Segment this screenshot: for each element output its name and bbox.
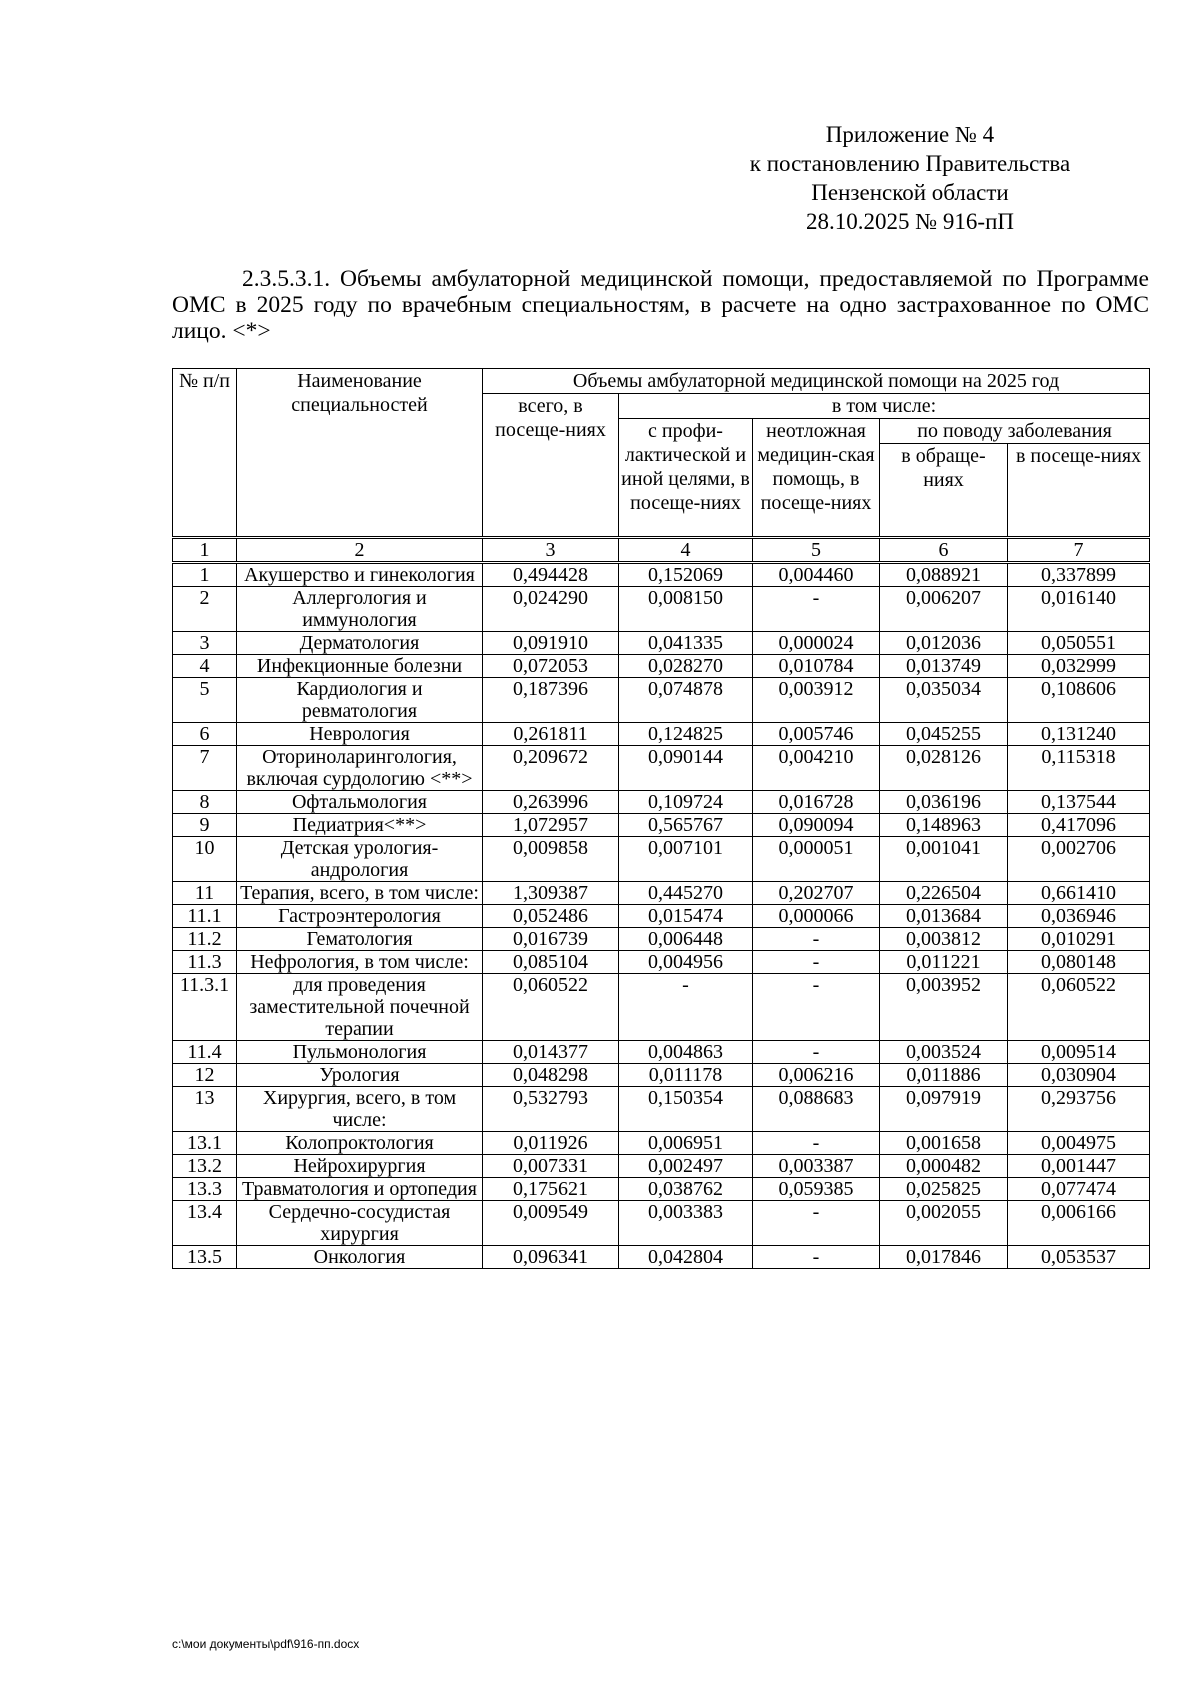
appendix-line: к постановлению Правительства — [749, 151, 1071, 176]
row-urgent: 0,090094 — [753, 814, 880, 837]
row-total: 0,007331 — [483, 1155, 619, 1178]
table-row — [173, 882, 1150, 905]
row-total: 0,009549 — [483, 1201, 619, 1246]
table-row — [173, 1178, 1150, 1201]
row-urgent: 0,202707 — [753, 882, 880, 905]
row-num: 10 — [173, 837, 237, 882]
row-name: Нейрохирургия — [237, 1155, 483, 1178]
row-appeals: 0,088921 — [880, 563, 1008, 587]
row-name: Пульмонология — [237, 1041, 483, 1064]
row-num: 2 — [173, 587, 237, 632]
row-prof: 0,008150 — [619, 587, 753, 632]
row-total: 0,072053 — [483, 655, 619, 678]
row-visits: 0,131240 — [1008, 723, 1150, 746]
row-total: 0,016739 — [483, 928, 619, 951]
header-volumes: Объемы амбулаторной медицинской помощи на 2025 год — [483, 369, 1150, 394]
table-header — [173, 369, 1150, 538]
row-visits: 0,080148 — [1008, 951, 1150, 974]
row-name: Гастроэнтерология — [237, 905, 483, 928]
row-total: 0,263996 — [483, 791, 619, 814]
row-name: Педиатрия<**> — [237, 814, 483, 837]
row-num: 13.2 — [173, 1155, 237, 1178]
row-name: Урология — [237, 1064, 483, 1087]
row-total: 0,209672 — [483, 746, 619, 791]
row-urgent: - — [753, 1246, 880, 1269]
row-visits: 0,030904 — [1008, 1064, 1150, 1087]
header-urgent: неотложная медицин-ская помощь, в посеще-ниях — [753, 419, 880, 538]
row-name: Гематология — [237, 928, 483, 951]
row-prof: 0,150354 — [619, 1087, 753, 1132]
row-visits: 0,002706 — [1008, 837, 1150, 882]
row-prof: 0,015474 — [619, 905, 753, 928]
row-name: Акушерство и гинекология — [237, 563, 483, 587]
row-urgent: - — [753, 1201, 880, 1246]
row-num: 12 — [173, 1064, 237, 1087]
table-body — [173, 538, 1150, 1269]
row-visits: 0,032999 — [1008, 655, 1150, 678]
row-appeals: 0,097919 — [880, 1087, 1008, 1132]
row-prof: - — [619, 974, 753, 1041]
row-visits: 0,337899 — [1008, 563, 1150, 587]
table-row — [173, 632, 1150, 655]
row-total: 0,187396 — [483, 678, 619, 723]
row-urgent: - — [753, 1041, 880, 1064]
table-row — [173, 1041, 1150, 1064]
row-num: 1 — [173, 563, 237, 587]
row-prof: 0,090144 — [619, 746, 753, 791]
row-prof: 0,041335 — [619, 632, 753, 655]
row-urgent: - — [753, 928, 880, 951]
intro-text: 2.3.5.3.1. Объемы амбулаторной медицинской помощи, предоставляемой по Программе ОМС в 2025 году по врачебным специальностям, в расчете на одно застрахованное по ОМС лицо. <*> — [172, 266, 1149, 344]
row-urgent: 0,059385 — [753, 1178, 880, 1201]
row-num: 7 — [173, 746, 237, 791]
row-prof: 0,124825 — [619, 723, 753, 746]
row-urgent: 0,006216 — [753, 1064, 880, 1087]
table-row — [173, 1155, 1150, 1178]
row-visits: 0,293756 — [1008, 1087, 1150, 1132]
row-prof: 0,007101 — [619, 837, 753, 882]
row-name: Инфекционные болезни — [237, 655, 483, 678]
row-prof: 0,038762 — [619, 1178, 753, 1201]
table-row — [173, 791, 1150, 814]
row-total: 0,060522 — [483, 974, 619, 1041]
appendix-line: Приложение № 4 — [825, 122, 995, 147]
row-appeals: 0,226504 — [880, 882, 1008, 905]
table-row — [173, 723, 1150, 746]
row-urgent: 0,005746 — [753, 723, 880, 746]
row-appeals: 0,001658 — [880, 1132, 1008, 1155]
row-appeals: 0,036196 — [880, 791, 1008, 814]
row-prof: 0,109724 — [619, 791, 753, 814]
row-urgent: - — [753, 1132, 880, 1155]
row-total: 0,175621 — [483, 1178, 619, 1201]
row-urgent: - — [753, 951, 880, 974]
appendix-line: Пензенской области — [811, 180, 1009, 205]
row-name: Кардиология и ревматология — [237, 678, 483, 723]
table-row — [173, 837, 1150, 882]
header-appeals: в обраще-ниях — [880, 444, 1008, 538]
row-visits: 0,115318 — [1008, 746, 1150, 791]
row-visits: 0,009514 — [1008, 1041, 1150, 1064]
table-row — [173, 587, 1150, 632]
row-visits: 0,661410 — [1008, 882, 1150, 905]
row-total: 0,091910 — [483, 632, 619, 655]
row-visits: 0,010291 — [1008, 928, 1150, 951]
table-row — [173, 746, 1150, 791]
column-number: 4 — [619, 538, 753, 563]
row-urgent: 0,010784 — [753, 655, 880, 678]
table-row — [173, 678, 1150, 723]
row-prof: 0,445270 — [619, 882, 753, 905]
table-row — [173, 928, 1150, 951]
row-num: 8 — [173, 791, 237, 814]
row-num: 5 — [173, 678, 237, 723]
row-num: 13.1 — [173, 1132, 237, 1155]
column-number: 1 — [173, 538, 237, 563]
row-appeals: 0,003952 — [880, 974, 1008, 1041]
appendix-header — [700, 120, 1120, 236]
header-disease: по поводу заболевания — [880, 419, 1150, 444]
row-name: Терапия, всего, в том числе: — [237, 882, 483, 905]
row-appeals: 0,045255 — [880, 723, 1008, 746]
row-name: для проведения заместительной почечной терапии — [237, 974, 483, 1041]
row-num: 9 — [173, 814, 237, 837]
row-total: 0,052486 — [483, 905, 619, 928]
table-row — [173, 1064, 1150, 1087]
row-total: 0,096341 — [483, 1246, 619, 1269]
row-urgent: 0,088683 — [753, 1087, 880, 1132]
table-row — [173, 1087, 1150, 1132]
row-total: 0,494428 — [483, 563, 619, 587]
table-row — [173, 905, 1150, 928]
table-row — [173, 951, 1150, 974]
row-num: 13 — [173, 1087, 237, 1132]
row-total: 1,072957 — [483, 814, 619, 837]
table-row — [173, 974, 1150, 1041]
row-urgent: 0,000066 — [753, 905, 880, 928]
row-name: Офтальмология — [237, 791, 483, 814]
row-prof: 0,042804 — [619, 1246, 753, 1269]
row-appeals: 0,011886 — [880, 1064, 1008, 1087]
header-prof: с профи-лактической и иной целями, в посеще-ниях — [619, 419, 753, 538]
row-appeals: 0,011221 — [880, 951, 1008, 974]
row-num: 11.2 — [173, 928, 237, 951]
row-visits: 0,001447 — [1008, 1155, 1150, 1178]
row-name: Детская урология-андрология — [237, 837, 483, 882]
row-prof: 0,565767 — [619, 814, 753, 837]
row-name: Сердечно-сосудистая хирургия — [237, 1201, 483, 1246]
row-prof: 0,004956 — [619, 951, 753, 974]
row-urgent: 0,004210 — [753, 746, 880, 791]
row-num: 11.1 — [173, 905, 237, 928]
row-visits: 0,006166 — [1008, 1201, 1150, 1246]
row-name: Онкология — [237, 1246, 483, 1269]
header-num: № п/п — [173, 369, 237, 538]
appendix-line: 28.10.2025 № 916-пП — [805, 209, 1015, 234]
row-urgent: - — [753, 974, 880, 1041]
row-visits: 0,053537 — [1008, 1246, 1150, 1269]
row-name: Травматология и ортопедия — [237, 1178, 483, 1201]
intro-paragraph — [172, 266, 1149, 344]
row-urgent: 0,000051 — [753, 837, 880, 882]
row-appeals: 0,013749 — [880, 655, 1008, 678]
row-urgent: 0,000024 — [753, 632, 880, 655]
row-total: 0,048298 — [483, 1064, 619, 1087]
row-total: 0,261811 — [483, 723, 619, 746]
row-num: 11.3.1 — [173, 974, 237, 1041]
row-prof: 0,006448 — [619, 928, 753, 951]
header-name: Наименование специальностей — [237, 369, 483, 538]
table-row — [173, 563, 1150, 587]
row-name: Оториноларингология, включая сурдологию <**> — [237, 746, 483, 791]
row-num: 11.3 — [173, 951, 237, 974]
row-appeals: 0,025825 — [880, 1178, 1008, 1201]
row-total: 0,011926 — [483, 1132, 619, 1155]
column-number: 5 — [753, 538, 880, 563]
row-name: Неврология — [237, 723, 483, 746]
table-row — [173, 655, 1150, 678]
row-appeals: 0,000482 — [880, 1155, 1008, 1178]
row-num: 13.3 — [173, 1178, 237, 1201]
row-visits: 0,108606 — [1008, 678, 1150, 723]
row-prof: 0,006951 — [619, 1132, 753, 1155]
column-number: 6 — [880, 538, 1008, 563]
row-visits: 0,050551 — [1008, 632, 1150, 655]
table-row — [173, 1246, 1150, 1269]
row-total: 0,085104 — [483, 951, 619, 974]
row-num: 4 — [173, 655, 237, 678]
row-name: Хирургия, всего, в том числе: — [237, 1087, 483, 1132]
column-number: 3 — [483, 538, 619, 563]
row-visits: 0,417096 — [1008, 814, 1150, 837]
column-number: 7 — [1008, 538, 1150, 563]
row-visits: 0,077474 — [1008, 1178, 1150, 1201]
row-appeals: 0,001041 — [880, 837, 1008, 882]
row-prof: 0,004863 — [619, 1041, 753, 1064]
row-total: 0,532793 — [483, 1087, 619, 1132]
row-appeals: 0,013684 — [880, 905, 1008, 928]
row-prof: 0,003383 — [619, 1201, 753, 1246]
row-appeals: 0,003812 — [880, 928, 1008, 951]
table-row — [173, 1201, 1150, 1246]
row-visits: 0,004975 — [1008, 1132, 1150, 1155]
row-num: 13.4 — [173, 1201, 237, 1246]
row-num: 11 — [173, 882, 237, 905]
row-visits: 0,036946 — [1008, 905, 1150, 928]
row-visits: 0,137544 — [1008, 791, 1150, 814]
row-urgent: 0,003387 — [753, 1155, 880, 1178]
column-numbers-row — [173, 538, 1150, 563]
volumes-table — [172, 368, 1150, 1269]
header-visits: в посеще-ниях — [1008, 444, 1150, 538]
row-name: Колопроктология — [237, 1132, 483, 1155]
row-appeals: 0,028126 — [880, 746, 1008, 791]
header-including: в том числе: — [619, 394, 1150, 419]
row-appeals: 0,003524 — [880, 1041, 1008, 1064]
row-visits: 0,016140 — [1008, 587, 1150, 632]
row-appeals: 0,006207 — [880, 587, 1008, 632]
row-urgent: - — [753, 587, 880, 632]
row-visits: 0,060522 — [1008, 974, 1150, 1041]
column-number: 2 — [237, 538, 483, 563]
row-num: 13.5 — [173, 1246, 237, 1269]
table-row — [173, 1132, 1150, 1155]
row-appeals: 0,148963 — [880, 814, 1008, 837]
row-name: Аллергология и иммунология — [237, 587, 483, 632]
row-prof: 0,002497 — [619, 1155, 753, 1178]
row-appeals: 0,012036 — [880, 632, 1008, 655]
file-path-footer: c:\мои документы\pdf\916-пп.docx — [172, 1637, 360, 1651]
header-total: всего, в посеще-ниях — [483, 394, 619, 538]
row-appeals: 0,035034 — [880, 678, 1008, 723]
row-urgent: 0,003912 — [753, 678, 880, 723]
row-total: 0,009858 — [483, 837, 619, 882]
row-prof: 0,011178 — [619, 1064, 753, 1087]
row-urgent: 0,004460 — [753, 563, 880, 587]
row-prof: 0,152069 — [619, 563, 753, 587]
row-total: 0,024290 — [483, 587, 619, 632]
row-prof: 0,074878 — [619, 678, 753, 723]
row-num: 6 — [173, 723, 237, 746]
row-prof: 0,028270 — [619, 655, 753, 678]
row-name: Дерматология — [237, 632, 483, 655]
row-name: Нефрология, в том числе: — [237, 951, 483, 974]
table-row — [173, 814, 1150, 837]
row-urgent: 0,016728 — [753, 791, 880, 814]
row-num: 3 — [173, 632, 237, 655]
row-num: 11.4 — [173, 1041, 237, 1064]
row-total: 0,014377 — [483, 1041, 619, 1064]
row-total: 1,309387 — [483, 882, 619, 905]
row-appeals: 0,017846 — [880, 1246, 1008, 1269]
row-appeals: 0,002055 — [880, 1201, 1008, 1246]
